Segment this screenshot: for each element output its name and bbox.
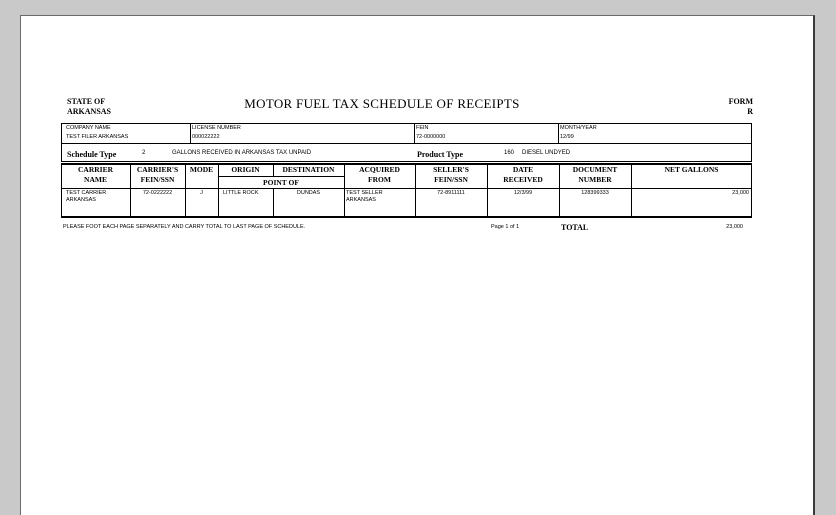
- column-header-line: CARRIER: [77, 165, 113, 174]
- info-divider: [190, 123, 191, 144]
- info-box: [61, 123, 752, 144]
- destination-cell: DUNDAS: [296, 190, 321, 196]
- product-type-code: 160: [504, 150, 515, 156]
- total-label: TOTAL: [561, 223, 589, 232]
- fein-label: FEIN: [416, 125, 429, 131]
- month-year-label: MONTH/YEAR: [560, 125, 597, 131]
- column-header-acquired-from: [344, 165, 415, 185]
- column-header-line: DOCUMENT: [572, 165, 618, 174]
- column-header-mode: MODE: [189, 165, 214, 174]
- column-header-line: DATE: [512, 165, 534, 174]
- seller-fein-cell: 72-8911111: [437, 190, 465, 196]
- state-line-2: ARKANSAS: [67, 107, 112, 116]
- column-header-line: RECEIVED: [503, 175, 543, 184]
- column-header-seller-fein: [415, 165, 487, 185]
- schedule-type-code: 2: [142, 150, 146, 156]
- acquired-from-line: TEST SELLER: [346, 190, 383, 196]
- column-header-date-received: [487, 165, 559, 185]
- info-divider: [414, 123, 415, 144]
- column-header-net-gallons: NET GALLONS: [664, 165, 719, 174]
- column-header-line: FEIN/SSN: [140, 175, 175, 184]
- column-header-point-of: POINT OF: [263, 178, 299, 187]
- date-received-cell: 12/3/99: [513, 190, 533, 196]
- column-header-line: SELLER'S: [433, 165, 469, 174]
- license-number-value: 000022222: [192, 134, 220, 140]
- form-line-1: FORM: [728, 97, 753, 106]
- state-line-1: STATE OF: [67, 97, 106, 106]
- form-line-2: R: [747, 107, 753, 116]
- fein-value: 72-0000000: [416, 134, 446, 140]
- column-header-carrier-fein: [130, 165, 185, 185]
- column-header-destination: DESTINATION: [282, 165, 335, 174]
- column-header-document-number: [559, 165, 631, 185]
- document-number-cell: 128399333: [581, 190, 609, 196]
- product-type-description: DIESEL UNDYED: [522, 150, 571, 156]
- company-name-value: TEST FILER ARKANSAS: [66, 134, 129, 140]
- page-number: Page 1 of 1: [491, 224, 520, 230]
- footer-note: PLEASE FOOT EACH PAGE SEPARATELY AND CARRY TOTAL TO LAST PAGE OF SCHEDULE.: [63, 224, 306, 230]
- form-label: [711, 97, 753, 117]
- schedule-row: [61, 144, 752, 162]
- origin-cell: LITTLE ROCK: [223, 190, 259, 196]
- carrier-name-line: TEST CARRIER: [66, 190, 107, 196]
- column-header-line: NUMBER: [578, 175, 612, 184]
- license-number-label: LICENSE NUMBER: [192, 125, 241, 131]
- origin-dest-divider: [218, 176, 344, 177]
- company-name-label: COMPANY NAME: [66, 125, 111, 131]
- page-title: MOTOR FUEL TAX SCHEDULE OF RECEIPTS: [244, 96, 520, 111]
- column-header-line: ACQUIRED: [359, 165, 400, 174]
- carrier-fein-cell: 72-0222222: [142, 190, 173, 196]
- carrier-name-line: ARKANSAS: [66, 197, 96, 203]
- acquired-from-cell: [346, 190, 383, 204]
- schedule-type-label: Schedule Type: [67, 150, 117, 159]
- form-page: [20, 15, 815, 515]
- mode-cell: J: [200, 190, 203, 196]
- column-header-line: FEIN/SSN: [434, 175, 468, 184]
- column-header-line: NAME: [84, 175, 107, 184]
- column-header-line: CARRIER'S: [136, 165, 179, 174]
- product-type-label: Product Type: [417, 150, 464, 159]
- acquired-from-line: ARKANSAS: [346, 197, 376, 203]
- net-gallons-cell: 23,000: [732, 190, 749, 196]
- schedule-type-description: GALLONS RECEIVED IN ARKANSAS TAX UNPAID: [172, 150, 312, 156]
- carrier-name-cell: [66, 190, 106, 204]
- column-header-carrier-name: [61, 165, 130, 185]
- month-year-value: 12/99: [560, 134, 574, 140]
- info-divider: [558, 123, 559, 144]
- column-header-origin: ORIGIN: [231, 165, 260, 174]
- header-divider: [61, 188, 752, 189]
- total-value: 23,000: [726, 224, 743, 230]
- column-header-line: FROM: [368, 175, 391, 184]
